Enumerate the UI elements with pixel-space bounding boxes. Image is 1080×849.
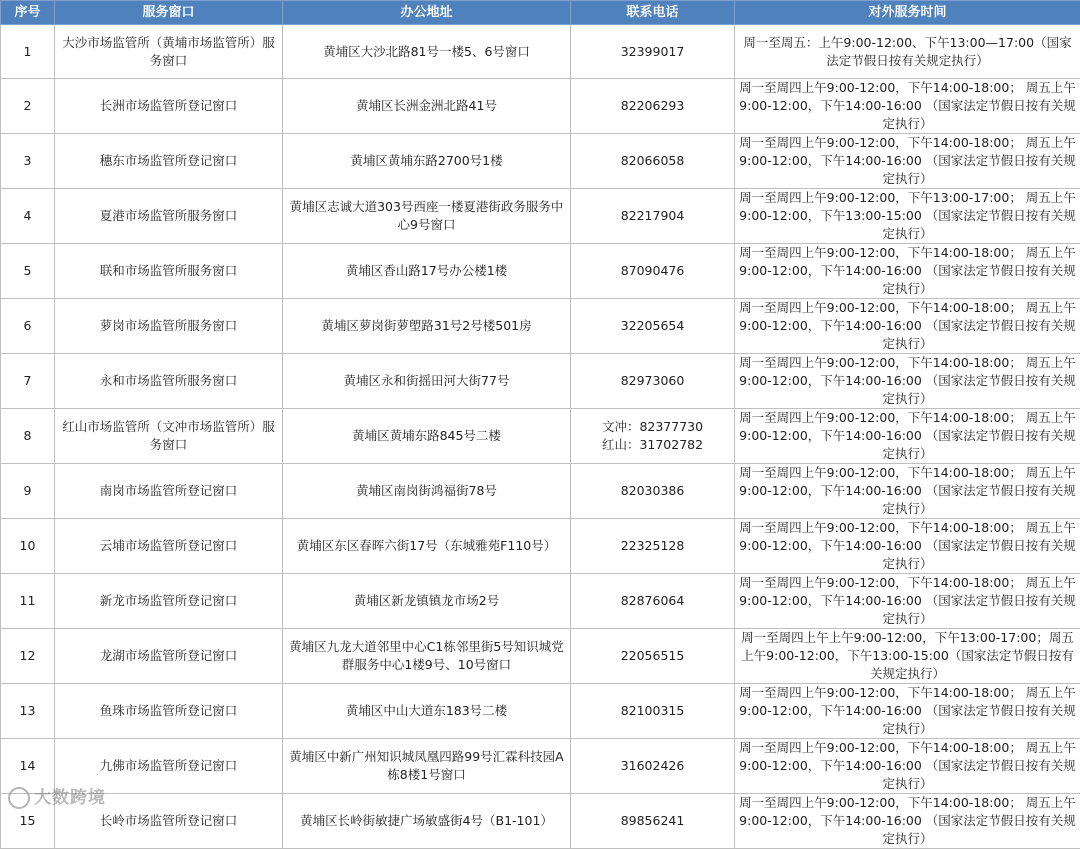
phone-number: 红山：31702782 (575, 436, 730, 454)
cell-window: 九佛市场监管所登记窗口 (55, 739, 283, 794)
cell-address: 黄埔区大沙北路81号一楼5、6号窗口 (283, 25, 571, 79)
cell-hours: 周一至周四上午9:00-12:00，下午14:00-18:00； 周五上午9:00-12:00，下午14:00-16:00 （国家法定节假日按有关规定执行） (735, 574, 1080, 629)
cell-phone (571, 739, 735, 794)
phone-number: 22325128 (575, 537, 730, 555)
cell-index: 10 (1, 519, 55, 574)
table-row (1, 794, 1080, 849)
cell-phone (571, 134, 735, 189)
table-row (1, 629, 1080, 684)
table-row (1, 739, 1080, 794)
cell-window: 永和市场监管所服务窗口 (55, 354, 283, 409)
phone-number: 文冲：82377730 (575, 418, 730, 436)
header-address: 办公地址 (283, 1, 571, 25)
cell-phone (571, 519, 735, 574)
cell-index: 3 (1, 134, 55, 189)
cell-hours: 周一至周四上午9:00-12:00，下午14:00-18:00； 周五上午9:00-12:00，下午14:00-16:00 （国家法定节假日按有关规定执行） (735, 354, 1080, 409)
cell-address: 黄埔区长洲金洲北路41号 (283, 79, 571, 134)
table-row (1, 25, 1080, 79)
phone-number: 82066058 (575, 152, 730, 170)
cell-hours: 周一至周四上午9:00-12:00，下午14:00-18:00； 周五上午9:00-12:00，下午14:00-16:00 （国家法定节假日按有关规定执行） (735, 464, 1080, 519)
cell-index: 9 (1, 464, 55, 519)
cell-hours: 周一至周五：上午9:00-12:00、下午13:00—17:00（国家法定节假日按有关规定执行） (735, 25, 1080, 79)
cell-window: 长岭市场监管所登记窗口 (55, 794, 283, 849)
cell-window: 南岗市场监管所登记窗口 (55, 464, 283, 519)
cell-index: 14 (1, 739, 55, 794)
cell-index: 7 (1, 354, 55, 409)
watermark (8, 783, 106, 809)
cell-phone (571, 794, 735, 849)
table-row (1, 574, 1080, 629)
cell-index: 11 (1, 574, 55, 629)
cell-address: 黄埔区志诚大道303号西座一楼夏港街政务服务中心9号窗口 (283, 189, 571, 244)
table-row (1, 134, 1080, 189)
phone-number: 82876064 (575, 592, 730, 610)
cell-index: 5 (1, 244, 55, 299)
phone-number: 31602426 (575, 757, 730, 775)
cell-window: 大沙市场监管所（黄埔市场监管所）服务窗口 (55, 25, 283, 79)
cell-index: 2 (1, 79, 55, 134)
cell-phone (571, 244, 735, 299)
cell-window: 穗东市场监管所登记窗口 (55, 134, 283, 189)
cell-hours: 周一至周四上午9:00-12:00，下午14:00-18:00； 周五上午9:00-12:00，下午14:00-16:00 （国家法定节假日按有关规定执行） (735, 299, 1080, 354)
cell-window: 龙湖市场监管所登记窗口 (55, 629, 283, 684)
phone-number: 82030386 (575, 482, 730, 500)
cell-index: 6 (1, 299, 55, 354)
cell-hours: 周一至周四上午上午9:00-12:00，下午13:00-17:00；周五上午9:00-12:00，下午13:00-15:00（国家法定节假日按有关规定执行） (735, 629, 1080, 684)
header-hours: 对外服务时间 (735, 1, 1080, 25)
cell-hours: 周一至周四上午9:00-12:00，下午14:00-18:00； 周五上午9:00-12:00，下午14:00-16:00 （国家法定节假日按有关规定执行） (735, 794, 1080, 849)
watermark-text: 大数跨境 (34, 788, 106, 808)
table-row (1, 189, 1080, 244)
cell-address: 黄埔区黄埔东路2700号1楼 (283, 134, 571, 189)
watermark-logo-icon (8, 787, 30, 809)
cell-address: 黄埔区南岗街鸿福街78号 (283, 464, 571, 519)
table-row (1, 299, 1080, 354)
table-header-row (1, 1, 1080, 25)
phone-number: 82973060 (575, 372, 730, 390)
cell-index: 1 (1, 25, 55, 79)
cell-hours: 周一至周四上午9:00-12:00，下午14:00-18:00； 周五上午9:00-12:00，下午14:00-16:00 （国家法定节假日按有关规定执行） (735, 79, 1080, 134)
cell-hours: 周一至周四上午9:00-12:00，下午14:00-18:00； 周五上午9:00-12:00，下午14:00-16:00 （国家法定节假日按有关规定执行） (735, 519, 1080, 574)
header-window: 服务窗口 (55, 1, 283, 25)
cell-address: 黄埔区九龙大道邻里中心C1栋邻里街5号知识城党群服务中心1楼9号、10号窗口 (283, 629, 571, 684)
cell-phone (571, 189, 735, 244)
cell-hours: 周一至周四上午9:00-12:00，下午13:00-17:00； 周五上午9:00-12:00，下午13:00-15:00 （国家法定节假日按有关规定执行） (735, 189, 1080, 244)
cell-window: 夏港市场监管所服务窗口 (55, 189, 283, 244)
table-row (1, 354, 1080, 409)
cell-address: 黄埔区萝岗街萝塱路31号2号楼501房 (283, 299, 571, 354)
phone-number: 82217904 (575, 207, 730, 225)
phone-number: 22056515 (575, 647, 730, 665)
phone-number: 82100315 (575, 702, 730, 720)
cell-window: 鱼珠市场监管所登记窗口 (55, 684, 283, 739)
cell-address: 黄埔区新龙镇镇龙市场2号 (283, 574, 571, 629)
table-row (1, 519, 1080, 574)
cell-hours: 周一至周四上午9:00-12:00，下午14:00-18:00； 周五上午9:00-12:00，下午14:00-16:00 （国家法定节假日按有关规定执行） (735, 244, 1080, 299)
cell-window: 联和市场监管所服务窗口 (55, 244, 283, 299)
header-index: 序号 (1, 1, 55, 25)
cell-address: 黄埔区中新广州知识城凤凰四路99号汇霖科技园A栋8楼1号窗口 (283, 739, 571, 794)
cell-address: 黄埔区香山路17号办公楼1楼 (283, 244, 571, 299)
cell-index: 15 (1, 794, 55, 849)
cell-address: 黄埔区长岭街敏捷广场敏盛街4号（B1-101） (283, 794, 571, 849)
cell-window: 红山市场监管所（文冲市场监管所）服务窗口 (55, 409, 283, 464)
phone-number: 82206293 (575, 97, 730, 115)
cell-window: 萝岗市场监管所服务窗口 (55, 299, 283, 354)
cell-phone (571, 409, 735, 464)
table-row (1, 409, 1080, 464)
cell-phone (571, 79, 735, 134)
cell-index: 8 (1, 409, 55, 464)
header-phone: 联系电话 (571, 1, 735, 25)
table-row (1, 464, 1080, 519)
cell-address: 黄埔区永和街摇田河大街77号 (283, 354, 571, 409)
cell-phone (571, 574, 735, 629)
cell-hours: 周一至周四上午9:00-12:00，下午14:00-18:00； 周五上午9:00-12:00，下午14:00-16:00 （国家法定节假日按有关规定执行） (735, 134, 1080, 189)
phone-number: 87090476 (575, 262, 730, 280)
table-row (1, 79, 1080, 134)
cell-address: 黄埔区中山大道东183号二楼 (283, 684, 571, 739)
cell-phone (571, 684, 735, 739)
cell-address: 黄埔区黄埔东路845号二楼 (283, 409, 571, 464)
cell-phone (571, 299, 735, 354)
cell-index: 12 (1, 629, 55, 684)
cell-index: 13 (1, 684, 55, 739)
table-body (1, 25, 1080, 849)
table-row (1, 244, 1080, 299)
phone-number: 32205654 (575, 317, 730, 335)
cell-phone (571, 629, 735, 684)
cell-window: 云埔市场监管所登记窗口 (55, 519, 283, 574)
cell-index: 4 (1, 189, 55, 244)
cell-address: 黄埔区东区春晖六街17号（东城雅苑F110号） (283, 519, 571, 574)
phone-number: 89856241 (575, 812, 730, 830)
cell-window: 长洲市场监管所登记窗口 (55, 79, 283, 134)
cell-phone (571, 25, 735, 79)
cell-hours: 周一至周四上午9:00-12:00，下午14:00-18:00； 周五上午9:00-12:00，下午14:00-16:00 （国家法定节假日按有关规定执行） (735, 739, 1080, 794)
cell-window: 新龙市场监管所登记窗口 (55, 574, 283, 629)
cell-phone (571, 464, 735, 519)
cell-phone (571, 354, 735, 409)
cell-hours: 周一至周四上午9:00-12:00，下午14:00-18:00； 周五上午9:00-12:00，下午14:00-16:00 （国家法定节假日按有关规定执行） (735, 684, 1080, 739)
phone-number: 32399017 (575, 43, 730, 61)
cell-hours: 周一至周四上午9:00-12:00，下午14:00-18:00； 周五上午9:00-12:00，下午14:00-16:00 （国家法定节假日按有关规定执行） (735, 409, 1080, 464)
table-row (1, 684, 1080, 739)
